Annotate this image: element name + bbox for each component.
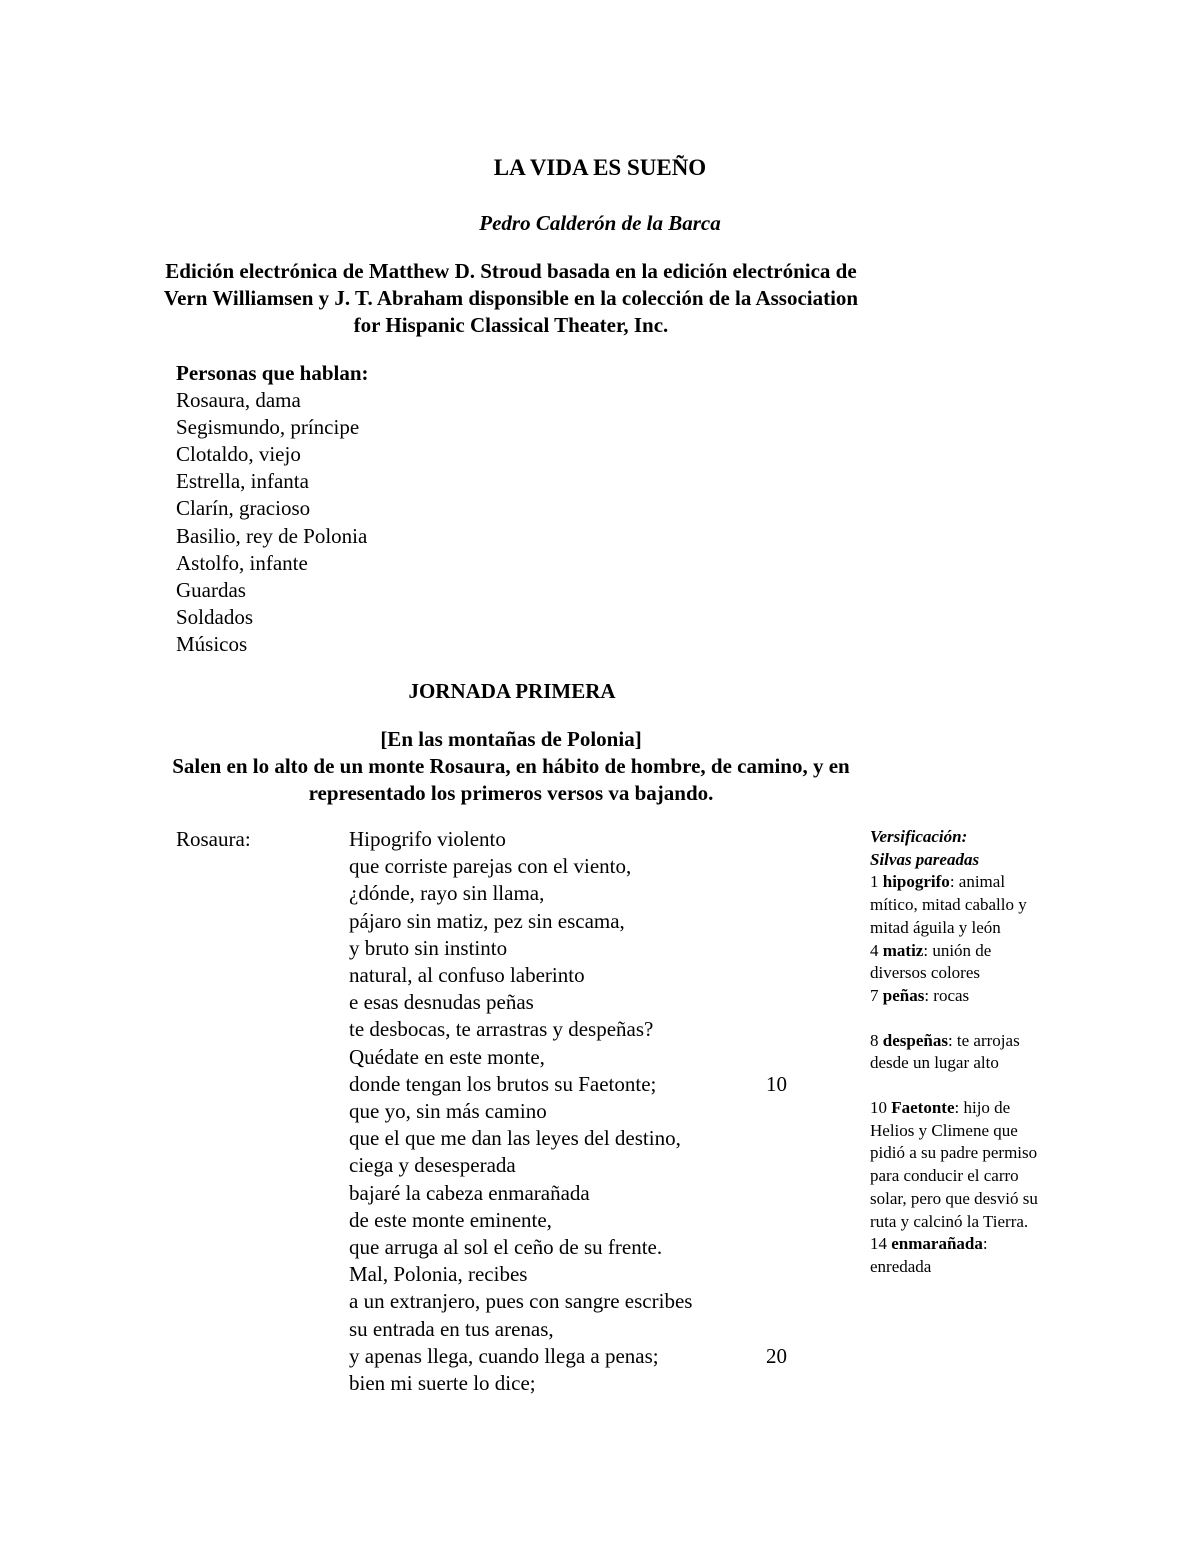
verse-line <box>349 1370 819 1397</box>
cast-section <box>176 360 369 658</box>
verse-text: a un extranjero, pues con sangre escribes <box>349 1289 693 1314</box>
verse-text: que arruga al sol el ceño de su frente. <box>349 1235 663 1260</box>
margin-notes <box>870 826 1040 1279</box>
versification-label: Versificación: <box>870 827 968 846</box>
gloss-term: enmarañada <box>891 1234 983 1254</box>
gloss-line: 14 <box>870 1234 887 1254</box>
verse-text: ciega y desesperada <box>349 1153 516 1178</box>
author-name: Pedro Calderón de la Barca <box>479 211 721 235</box>
verse-line <box>349 1152 819 1179</box>
versification-type: Silvas pareadas <box>870 849 980 869</box>
verse-line <box>349 935 819 962</box>
gloss-definition: : unión de diversos colores <box>870 940 992 983</box>
cast-member: Clarín, gracioso <box>176 496 311 521</box>
cast-member: Músicos <box>176 631 248 656</box>
cast-heading: Personas que hablan: <box>176 361 369 385</box>
cast-member: Estrella, infanta <box>176 469 309 494</box>
cast-member: Rosaura, dama <box>176 388 301 413</box>
verse-line <box>349 1125 819 1152</box>
cast-member: Clotaldo, viejo <box>176 442 301 467</box>
verse-text: de este monte eminente, <box>349 1207 552 1232</box>
verse-text: pájaro sin matiz, pez sin escama, <box>349 908 625 933</box>
verse-text: bien mi suerte lo dice; <box>349 1371 536 1396</box>
gloss-term: matiz <box>882 940 924 960</box>
verse-text: su entrada en tus arenas, <box>349 1316 554 1341</box>
act-heading: JORNADA PRIMERA <box>408 679 616 703</box>
note-spacer <box>870 1075 1040 1097</box>
gloss-note <box>870 1097 1040 1233</box>
gloss-term: hipogrifo <box>882 872 950 892</box>
verse-list <box>349 826 819 1397</box>
verse-line <box>349 1288 819 1315</box>
gloss-note <box>870 940 1040 985</box>
cast-member: Basilio, rey de Polonia <box>176 523 368 548</box>
line-number: 10 <box>766 1071 787 1096</box>
verse-text: bajaré la cabeza enmarañada <box>349 1180 590 1205</box>
verse-text: donde tengan los brutos su Faetonte; <box>349 1071 657 1096</box>
gloss-note <box>870 1233 1040 1278</box>
gloss-term: peñas <box>882 985 925 1005</box>
gloss-note <box>870 985 1040 1008</box>
verse-line <box>349 1098 819 1125</box>
gloss-line: 7 <box>870 985 879 1005</box>
speaker-name: Rosaura: <box>176 827 251 851</box>
verse-text: te desbocas, te arrastras y despeñas? <box>349 1017 654 1042</box>
gloss-definition: : te arrojas desde un lugar alto <box>870 1030 1020 1073</box>
note-spacer <box>870 1008 1040 1030</box>
gloss-line: 10 <box>870 1098 887 1118</box>
gloss-line: 1 <box>870 872 879 892</box>
verse-text: que yo, sin más camino <box>349 1099 547 1124</box>
cast-member: Segismundo, príncipe <box>176 415 360 440</box>
verse-text: Mal, Polonia, recibes <box>349 1262 528 1287</box>
verse-line <box>349 1234 819 1261</box>
gloss-term: Faetonte <box>891 1098 955 1118</box>
verse-line <box>349 962 819 989</box>
verse-line <box>349 1316 819 1343</box>
play-title: LA VIDA ES SUEÑO <box>493 155 707 180</box>
cast-member: Astolfo, infante <box>176 550 308 575</box>
gloss-note <box>870 871 1040 939</box>
gloss-note <box>870 1030 1040 1075</box>
verse-text: y apenas llega, cuando llega a penas; <box>349 1343 659 1368</box>
verse-line <box>349 853 819 880</box>
cast-member: Soldados <box>176 604 254 629</box>
gloss-definition: : animal mítico, mitad caballo y mitad águila y león <box>870 872 1027 937</box>
gloss-definition: : enredada <box>870 1234 988 1276</box>
verse-line <box>349 908 819 935</box>
verse-line <box>349 880 819 907</box>
verse-line <box>349 989 819 1016</box>
stage-setting: [En las montañas de Polonia] <box>380 727 642 751</box>
stage-direction <box>160 726 862 807</box>
verse-line <box>349 1016 819 1043</box>
gloss-definition: : rocas <box>924 985 970 1005</box>
line-number: 20 <box>766 1343 787 1368</box>
verse-line <box>349 1071 819 1098</box>
gloss-definition: : hijo de Helios y Climene que pidió a su padre permiso para conducir el carro solar, pero que desvió su ruta y calcinó la Tierra. <box>870 1098 1038 1231</box>
verse-line <box>349 1180 819 1207</box>
verse-text: natural, al confuso laberinto <box>349 963 585 988</box>
gloss-term: despeñas <box>882 1030 948 1050</box>
edition-note: Edición electrónica de Matthew D. Stroud basada en la edición electrónica de Vern Williamsen y J. T. Abraham disponsible en la colección de la Association for Hispanic Classical Theater, Inc. <box>163 259 859 337</box>
verse-text: y bruto sin instinto <box>349 935 508 960</box>
verse-text: ¿dónde, rayo sin llama, <box>349 881 545 906</box>
verse-line <box>349 1261 819 1288</box>
verse-line <box>349 1044 819 1071</box>
verse-line <box>349 1343 819 1370</box>
cast-list <box>176 387 369 658</box>
gloss-line: 8 <box>870 1030 879 1050</box>
verse-text: que el que me dan las leyes del destino, <box>349 1126 681 1151</box>
verse-line <box>349 1207 819 1234</box>
gloss-line: 4 <box>870 940 879 960</box>
verse-text: que corriste parejas con el viento, <box>349 854 632 879</box>
verse-line <box>349 826 819 853</box>
verse-text: Hipogrifo violento <box>349 827 506 851</box>
stage-action: Salen en lo alto de un monte Rosaura, en hábito de hombre, de camino, y en representado los primeros versos va bajando. <box>172 754 850 805</box>
cast-member: Guardas <box>176 577 246 602</box>
verse-text: e esas desnudas peñas <box>349 990 534 1015</box>
verse-text: Quédate en este monte, <box>349 1044 545 1069</box>
